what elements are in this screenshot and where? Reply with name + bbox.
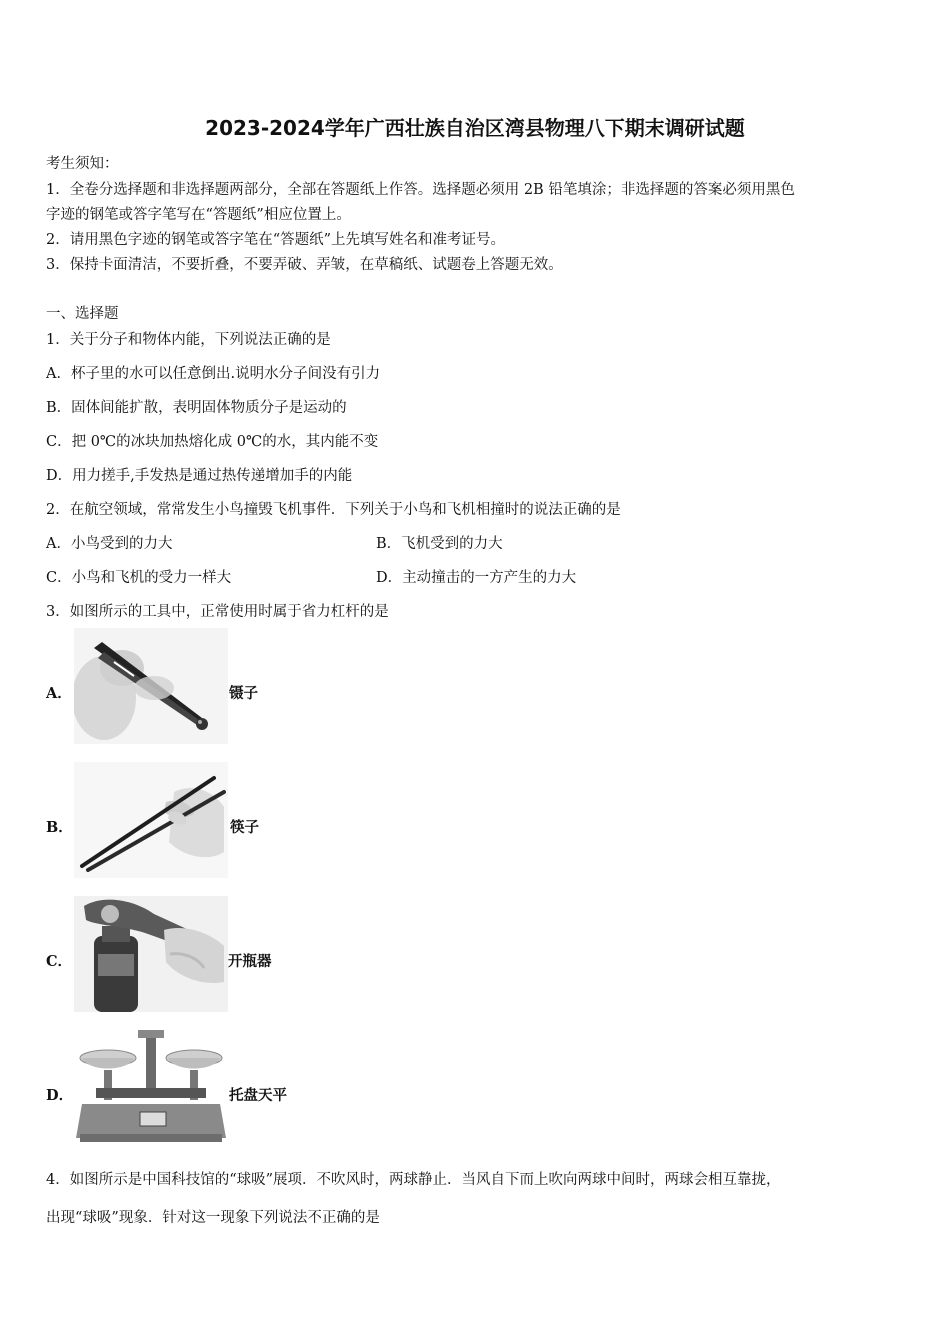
question-3-option-b-label: B．	[46, 819, 73, 836]
question-3-option-d-caption: 托盘天平	[229, 1087, 287, 1104]
notice-item-2: 2．请用黑色字迹的钢笔或答字笔在“答题纸”上先填写姓名和准考证号。	[46, 232, 506, 248]
tweezers-image	[74, 628, 228, 744]
page-title: 2023-2024学年广西壮族自治区湾县物理八下期末调研试题	[205, 116, 745, 140]
question-2-option-c: C．小鸟和飞机的受力一样大	[46, 570, 232, 586]
notice-item-1-line-2: 字迹的钢笔或答字笔写在“答题纸”相应位置上。	[46, 207, 351, 223]
bottle-opener-image	[74, 896, 228, 1012]
question-2-option-b: B．飞机受到的力大	[376, 536, 503, 552]
question-2-stem: 2．在航空领域，常常发生小鸟撞毁飞机事件．下列关于小鸟和飞机相撞时的说法正确的是	[46, 502, 621, 518]
question-3-option-c-caption: 开瓶器	[228, 953, 272, 970]
question-1-option-d: D．用力搓手,手发热是通过热传递增加手的内能	[46, 468, 353, 484]
question-3-option-c-label: C．	[46, 953, 73, 970]
question-3-option-d-label: D．	[46, 1087, 74, 1104]
notice-item-3: 3．保持卡面清洁，不要折叠，不要弄破、弄皱，在草稿纸、试题卷上答题无效。	[46, 257, 563, 273]
question-2-option-d: D．主动撞击的一方产生的力大	[376, 570, 577, 586]
question-3-stem: 3．如图所示的工具中，正常使用时属于省力杠杆的是	[46, 604, 389, 620]
question-1-stem: 1．关于分子和物体内能，下列说法正确的是	[46, 332, 331, 348]
question-3-option-a-label: A．	[46, 685, 72, 702]
notice-heading: 考生须知：	[46, 156, 119, 172]
notice-item-1-line-1: 1．全卷分选择题和非选择题两部分，全部在答题纸上作答。选择题必须用 2B 铅笔填涂；非选择题的答案必须用黑色	[46, 182, 795, 198]
question-1-option-c: C．把 0℃的冰块加热熔化成 0℃的水，其内能不变	[46, 434, 379, 450]
question-1-option-a: A．杯子里的水可以任意倒出.说明水分子间没有引力	[46, 366, 381, 382]
question-2-option-a: A．小鸟受到的力大	[46, 536, 173, 552]
question-3-option-a-caption: 镊子	[229, 685, 258, 702]
chopsticks-image	[74, 762, 228, 878]
question-4-stem-line-2: 出现“球吸”现象．针对这一现象下列说法不正确的是	[46, 1210, 380, 1226]
question-4-stem-line-1: 4．如图所示是中国科技馆的“球吸”展项．不吹风时，两球静止．当风自下而上吹向两球中间时，两球会相互靠拢，	[46, 1172, 781, 1188]
question-1-option-b: B．固体间能扩散，表明固体物质分子是运动的	[46, 400, 347, 416]
tray-balance-image	[74, 1030, 228, 1146]
question-3-option-b-caption: 筷子	[230, 819, 259, 836]
section-heading: 一、选择题	[46, 306, 119, 322]
